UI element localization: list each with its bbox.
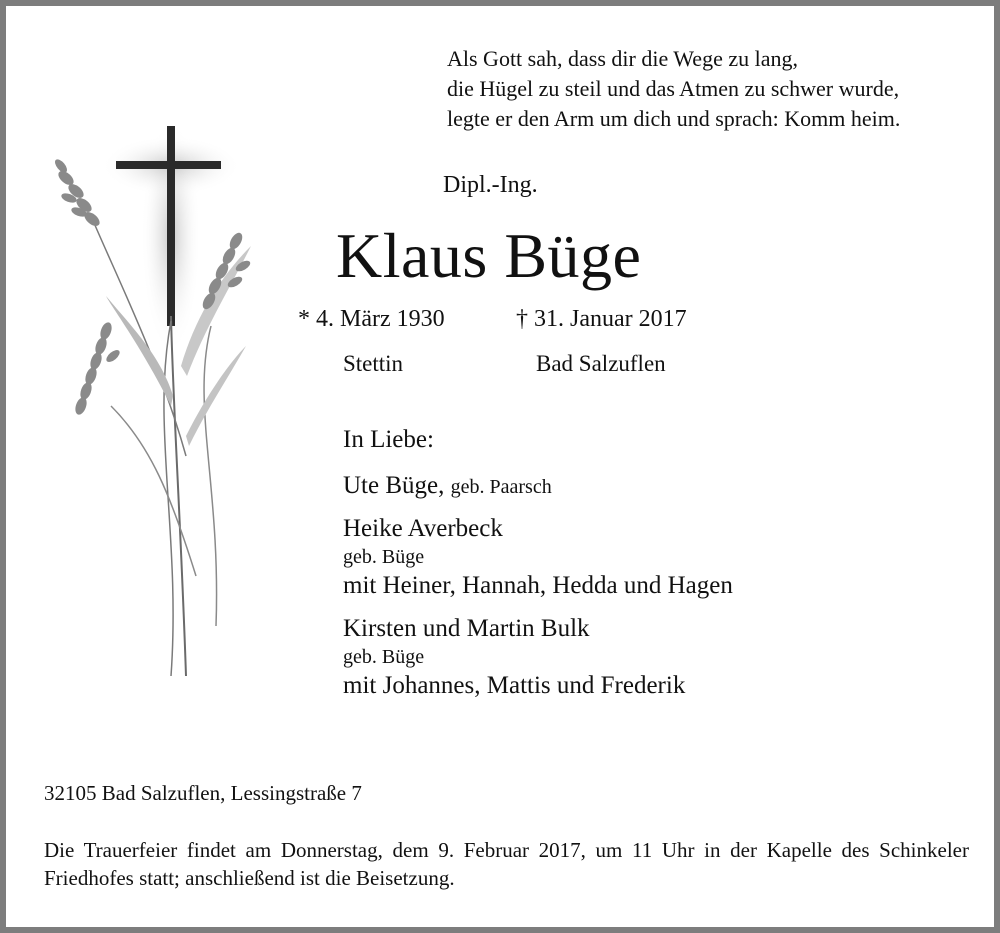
mourner-children: mit Heiner, Hannah, Hedda und Hagen (343, 572, 733, 599)
mourner-group (343, 470, 733, 503)
mourners-list (343, 424, 733, 713)
mourner-children: mit Johannes, Mattis und Frederik (343, 672, 686, 699)
mourner-maiden-name: geb. Büge (343, 546, 425, 568)
mourners-intro: In Liebe: (343, 426, 434, 453)
mourner-maiden-name: geb. Büge (343, 646, 425, 668)
address: 32105 Bad Salzuflen, Lessingstraße 7 (44, 781, 362, 805)
mourner-group (343, 513, 733, 603)
birth-place: Stettin (343, 351, 404, 376)
death-place: Bad Salzuflen (536, 351, 666, 376)
mourner-name: Kirsten und Martin Bulk (343, 615, 590, 642)
academic-title: Dipl.-Ing. (443, 172, 538, 198)
mourner-name: Heike Averbeck (343, 515, 503, 542)
cross-with-wheat-icon (21, 106, 281, 686)
service-info: Die Trauerfeier findet am Donnerstag, dem 9. Februar 2017, um 11 Uhr in der Kapelle des Schinkeler Friedhofes statt; anschließend ist die Beisetzung. (44, 838, 969, 890)
deceased-name: Klaus Büge (336, 220, 642, 291)
mourner-group (343, 613, 733, 703)
mourner-name: Ute Büge, (343, 472, 445, 499)
poem-line: die Hügel zu steil und das Atmen zu schwer wurde, (447, 76, 900, 101)
mourner-maiden-name: geb. Paarsch (450, 476, 552, 498)
birth-date: * 4. März 1930 (298, 306, 445, 332)
death-date: † 31. Januar 2017 (516, 306, 687, 332)
poem-line: legte er den Arm um dich und sprach: Komm heim. (447, 106, 901, 131)
poem-line: Als Gott sah, dass dir die Wege zu lang, (447, 46, 798, 71)
poem (447, 44, 900, 134)
